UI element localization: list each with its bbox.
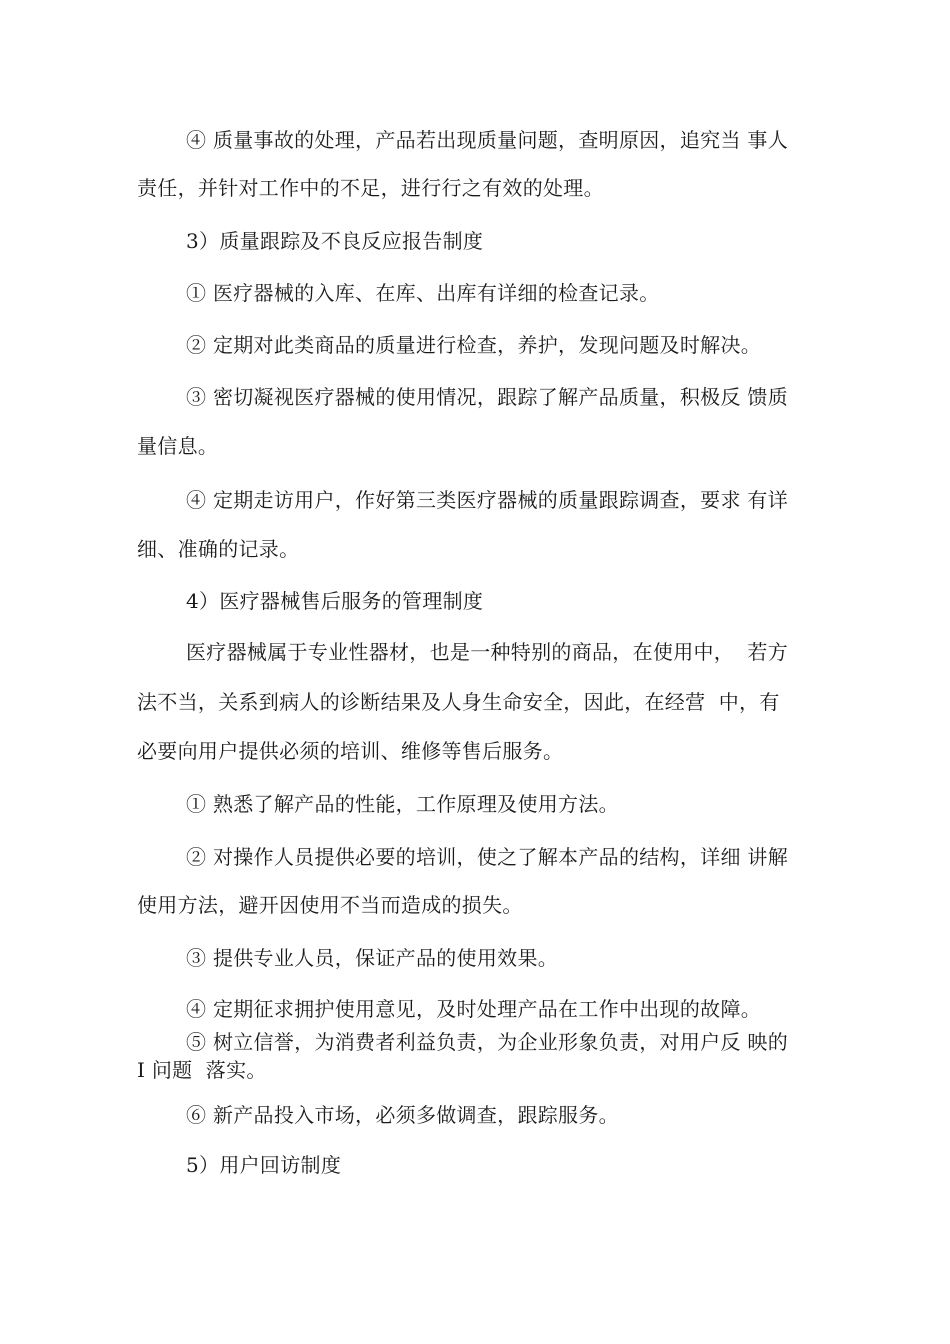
list-item-continuation: I 问题 落实。 (137, 1058, 267, 1082)
section-heading: 4）医疗器械售后服务的管理制度 (186, 589, 484, 613)
list-item: ② 定期对此类商品的质量进行检查，养护，发现问题及时解决。 (186, 333, 762, 357)
section-heading: 5）用户回访制度 (186, 1153, 342, 1177)
paragraph-line: 法不当，关系到病人的诊断结果及人身生命安全，因此，在经营 中，有 (137, 690, 780, 714)
list-item: ④ 定期走访用户，作好第三类医疗器械的质量跟踪调查，要求 有详 (186, 488, 789, 512)
list-item-continuation: 使用方法，避开因使用不当而造成的损失。 (137, 893, 523, 917)
list-item: ⑥ 新产品投入市场，必须多做调查，跟踪服务。 (186, 1103, 619, 1127)
list-item: ③ 密切凝视医疗器械的使用情况，跟踪了解产品质量，积极反 馈质 (186, 385, 789, 409)
paragraph-line: 责任，并针对工作中的不足，进行行之有效的处理。 (137, 176, 604, 200)
list-item: ③ 提供专业人员，保证产品的使用效果。 (186, 946, 559, 970)
paragraph-line: 医疗器械属于专业性器材，也是一种特别的商品，在使用中， 若方 (186, 640, 789, 664)
list-item: ④ 定期征求拥护使用意见，及时处理产品在工作中出现的故障。 (186, 997, 762, 1021)
list-item-continuation: 量信息。 (137, 434, 219, 458)
list-item: ⑤ 树立信誉，为消费者利益负责，为企业形象负责，对用户反 映的 (186, 1030, 789, 1054)
list-item: ① 医疗器械的入库、在库、出库有详细的检查记录。 (186, 281, 660, 305)
list-item: ② 对操作人员提供必要的培训，使之了解本产品的结构，详细 讲解 (186, 845, 789, 869)
paragraph-line: ④ 质量事故的处理，产品若出现质量问题，查明原因，追究当 事人 (186, 128, 789, 152)
list-item: ① 熟悉了解产品的性能，工作原理及使用方法。 (186, 792, 619, 816)
list-item-continuation: 细、准确的记录。 (137, 537, 300, 561)
section-heading: 3）质量跟踪及不良反应报告制度 (186, 229, 484, 253)
paragraph-line: 必要向用户提供必须的培训、维修等售后服务。 (137, 739, 564, 763)
